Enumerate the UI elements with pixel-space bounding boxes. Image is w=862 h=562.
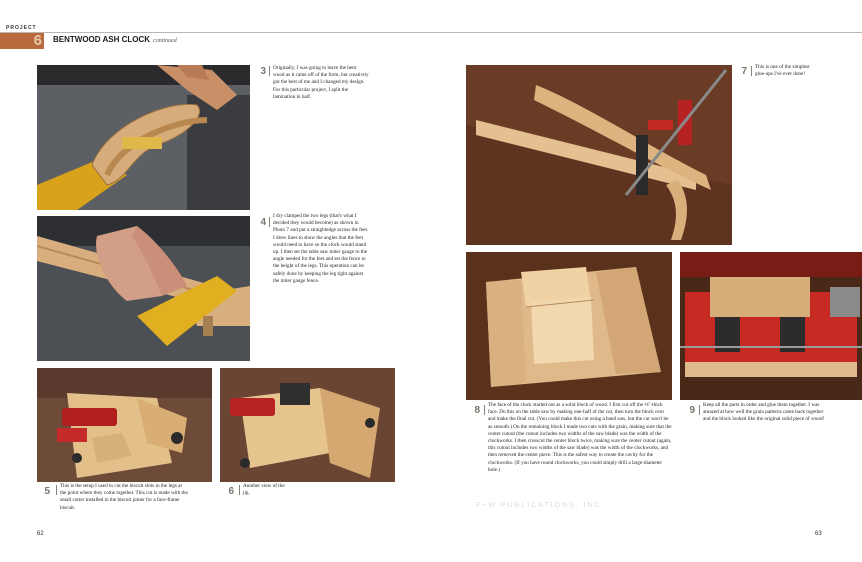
step-number-4: 4 — [260, 217, 266, 228]
project-number-badge — [0, 33, 44, 49]
step-number-9: 9 — [689, 405, 695, 416]
photo-6 — [220, 368, 395, 482]
project-number: 6 — [33, 32, 42, 49]
header-rule — [0, 32, 862, 33]
step-divider-3 — [269, 66, 270, 76]
step-divider-7 — [751, 66, 752, 76]
photo-8 — [466, 252, 672, 400]
step-number-7: 7 — [741, 66, 747, 77]
photo-4 — [37, 216, 250, 361]
caption-7: This is one of the simplest glue-ups I've ever done! — [755, 64, 810, 78]
step-divider-5 — [56, 485, 57, 495]
watermark: F+W PUBLICATIONS, INC. — [476, 502, 606, 509]
caption-8: The face of the clock started out as a solid block of wood. I first cut off the ⅛"-thick face. Do this on the table saw by making one-half of the cut, then turn the block over and make the final cut. (You could make this cut using a band saw, but the cut won't be as smooth.) On the remaining block I made two cuts with the grain, making sure that the center cutout (the cutout includes two widths of the saw blade) was the width of the clockworks. I then crosscut the center block twice, making sure the center cutout (again, this cutout includes two widths of the saw blade) was the width of the clockworks, and then removed the center piece. This is the safest way to create the cavity for the clockworks. (If you have round clockworks, you could simply drill a large-diameter hole.) — [488, 402, 672, 473]
step-number-5: 5 — [44, 486, 50, 497]
page-number-left: 62 — [37, 531, 44, 537]
step-number-6: 6 — [228, 486, 234, 497]
project-label: PROJECT — [6, 25, 37, 31]
caption-6: Another view of the jig. — [243, 483, 285, 497]
page-number-right: 63 — [815, 531, 822, 537]
step-divider-9 — [699, 405, 700, 415]
title-suffix: continued — [153, 38, 177, 44]
caption-3: Originally, I was going to leave the bent wood as it came off of the form, but creativity got the best of me and I changed my design. For this particular project, I split the lamination in half. — [273, 65, 369, 100]
step-divider-6 — [239, 485, 240, 495]
photo-5 — [37, 368, 212, 482]
photo-9 — [680, 252, 862, 400]
page-title — [53, 35, 177, 44]
step-divider-4 — [269, 217, 270, 227]
caption-4: I dry clamped the two legs (that's what I decided they would become) as shown in Photo 7 and put a straightedge across the feet. I drew lines to show the angles that the feet would need to have so the clock would stand up. I then set the table saw miter gauge to the angle needed for the feet and set the fence to the height of the legs. This operation can be safely done by keeping the leg tight against the miter gauge fence. — [273, 213, 369, 284]
step-number-3: 3 — [260, 66, 266, 77]
caption-9: Keep all the parts in order and glue them together. I was amazed at how well the grain patterns came back together and the block looked like the original solid piece of wood! — [703, 402, 825, 423]
title-text: BENTWOOD ASH CLOCK — [53, 35, 151, 44]
step-number-8: 8 — [474, 405, 480, 416]
step-divider-8 — [484, 405, 485, 415]
caption-5: This is the setup I used to cut the biscuit slots in the legs at the point where they come together. This cut is made with the small cutter installed in the biscuit joiner for a face-frame biscuit. — [60, 483, 188, 511]
photo-3 — [37, 65, 250, 210]
photo-7 — [466, 65, 732, 245]
